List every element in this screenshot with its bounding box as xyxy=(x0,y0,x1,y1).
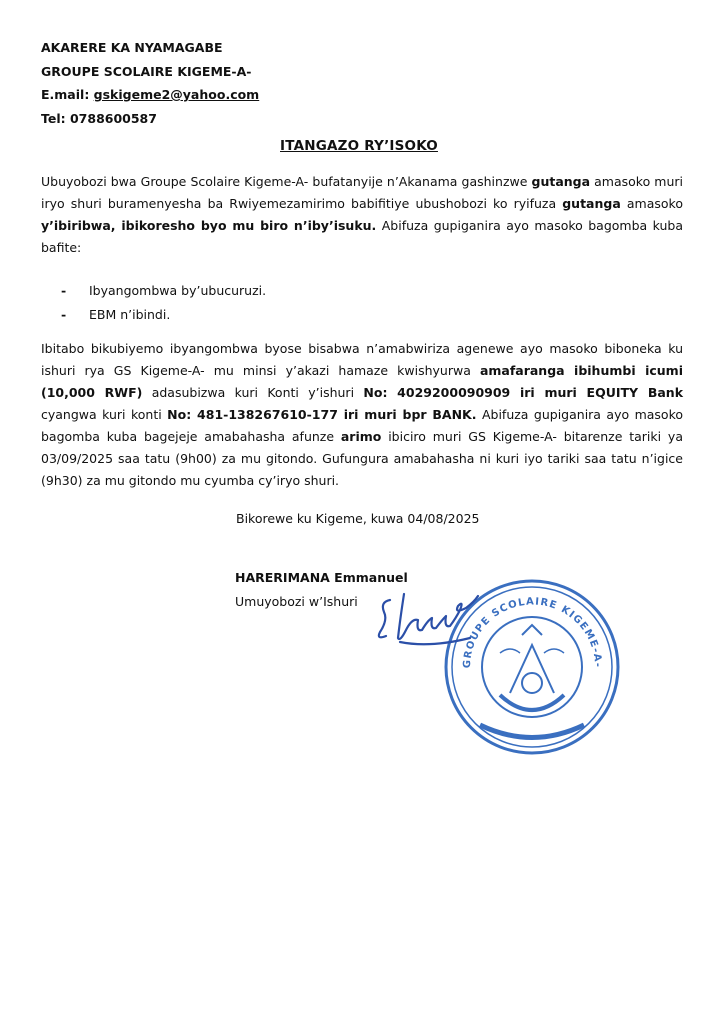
stamp-text: GROUPE SCOLAIRE KIGEME-A- xyxy=(461,596,604,669)
paragraph-bold-text: No: 4029200090909 iri muri EQUITY Bank xyxy=(363,385,684,400)
school-name: GROUPE SCOLAIRE KIGEME-A- xyxy=(41,63,252,79)
email-line xyxy=(41,83,259,107)
list-bullet: - xyxy=(61,283,67,298)
paragraph-text: cyangwa kuri konti xyxy=(41,407,168,422)
email-label: E.mail: xyxy=(41,87,94,102)
paragraph-text: amasoko muri iryo shuri buramenyesha ba Rwiyemezamirimo babifitiye ubushobozi ko ryifuza xyxy=(41,174,683,211)
intro-paragraph xyxy=(41,171,683,259)
letterhead xyxy=(41,36,259,130)
paragraph-text: amasoko xyxy=(620,196,683,211)
paragraph-bold-text: amafaranga ibihumbi icumi (10,000 RWF) xyxy=(41,363,683,400)
paragraph-bold-text: No: 481-138267610-177 iri muri bpr BANK. xyxy=(167,407,477,422)
list-item xyxy=(61,304,266,328)
details-paragraph xyxy=(41,338,683,492)
telephone-line: Tel: 0788600587 xyxy=(41,110,157,126)
paragraph-text: adasubizwa kuri Konti y’ishuri xyxy=(142,385,364,400)
list-item-text: Ibyangombwa by’ubucuruzi. xyxy=(89,283,267,298)
list-bullet: - xyxy=(61,307,67,322)
signer-role: Umuyobozi w’Ishuri xyxy=(235,594,358,609)
list-item-text: EBM n’ibindi. xyxy=(89,307,171,322)
paragraph-text: ibiciro muri GS Kigeme-A- bitarenze tariki ya 03/09/2025 saa tatu (9h00) za mu gitondo. Gufungura amabahasha ni kuri iyo tariki saa tatu n’igice (9h30) za mu gitondo mu cyumba cy’iryo shuri. xyxy=(41,429,683,488)
paragraph-bold-text: arimo xyxy=(340,429,382,444)
paragraph-bold-text: gutanga xyxy=(562,196,621,211)
paragraph-bold-text: y’ibiribwa, ibikoresho byo mu biro n’iby’isuku. xyxy=(41,218,377,233)
district-name: AKARERE KA NYAMAGABE xyxy=(41,40,223,55)
document-title: ITANGAZO RY’ISOKO xyxy=(280,138,438,154)
list-item xyxy=(61,280,266,304)
paragraph-text: Ubuyobozi bwa Groupe Scolaire Kigeme-A- bufatanyije n’Akanama gashinzwe xyxy=(41,174,532,189)
paragraph-bold-text: gutanga xyxy=(531,174,591,189)
email-link[interactable]: gskigeme2@yahoo.com xyxy=(93,87,260,102)
handwritten-signature xyxy=(370,580,490,650)
date-line: Bikorewe ku Kigeme, kuwa 04/08/2025 xyxy=(236,511,480,526)
paragraph-text: Ibitabo bikubiyemo ibyangombwa byose bisabwa n’amabwiriza agenewe ayo masoko biboneka ku ishuri rya GS Kigeme-A- mu minsi y’akazi hamaze kwishyurwa xyxy=(41,341,683,378)
paragraph-text: Abifuza gupiganira ayo masoko bagomba kuba bagejeje amabahasha afunze xyxy=(41,407,684,444)
paragraph-text: Abifuza gupiganira ayo masoko bagomba kuba bafite: xyxy=(41,218,684,255)
signer-name: HARERIMANA Emmanuel xyxy=(235,570,408,585)
requirements-list xyxy=(61,280,266,328)
